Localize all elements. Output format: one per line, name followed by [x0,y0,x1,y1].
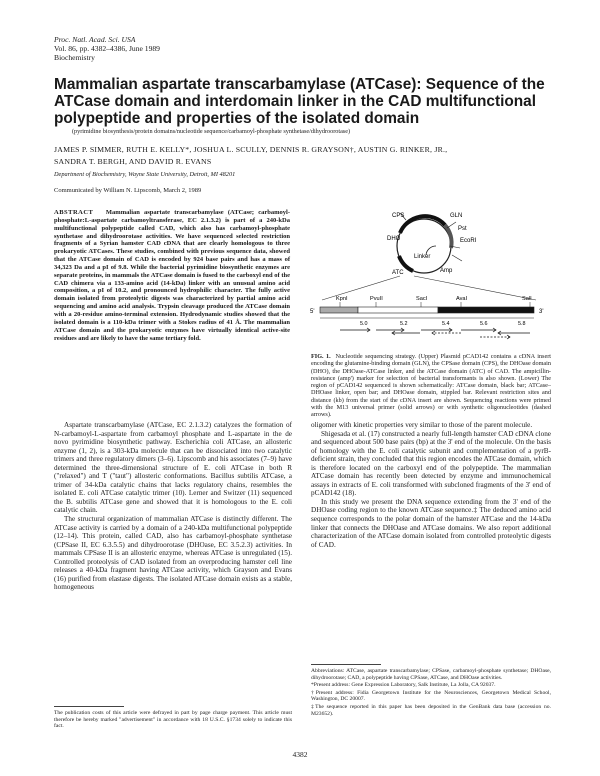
abstract [54,209,290,342]
footnotes [311,668,551,718]
journal-header [54,36,160,62]
site-avai: AvaI [456,296,468,302]
footnote-present-address-1: *Present address: Gene Expression Laboratory, Salk Institute, La Jolla, CA 92037. [311,682,496,689]
paragraph: The structural organization of mammalian ATCase is distinctly different. The ATCase activity is carried by a domain of a 240-kDa multifunctional polypeptide (12–14). This protein, called CAD, also has carbamoyl-phosphate synthetase (CPSase II, EC 6.3.5.5) and dihydroorotase (DHOase, EC 3.5.2.3) activities. In mammals CPSase II is an allosteric enzyme, whereas ATCase is unregulated (15). Controlled proteolysis of CAD isolated from an overproducing hamster cell line releases a 40-kDa fragment having ATCase activity, which Grayson and Evans (16) purified from elastase digests. The isolated ATCase domain exists as a stable, homogeneous [54,515,292,592]
label-cps: CPS [392,213,405,219]
label-amp: Amp [440,268,453,274]
journal-volume: Vol. 86, pp. 4382–4386, June 1989 [54,43,160,53]
label-3-prime: 3' [539,309,544,315]
scale-tick-1: 5.0 [360,321,368,327]
page-number: 4382 [292,750,308,759]
scale-tick-5: 5.8 [518,321,526,327]
linear-map [320,307,534,313]
footnote-abbreviations: Abbreviations: ATCase, aspartate transcarbamylase; CPSase, carbamoyl-phosphate synthetase; DHOase, dihydroorotase; CAD, a polypeptide having CPSase, ATCase, and DHOase activities. [311,668,551,681]
footnote-rule-left [54,706,124,707]
label-ecori: EcoRI [460,238,477,244]
paragraph: oligomer with kinetic properties very similar to those of the parent molecule. [311,421,533,429]
footnote-rule-right [311,664,381,665]
body-column-right [311,421,551,549]
journal-section: Biochemistry [54,52,95,62]
paper-title: Mammalian aspartate transcarbamylase (ATCase): Sequence of the ATCase domain and interdomain linker in the CAD multifunctional polypeptide and properties of the isolated domain [54,76,545,127]
footnote-genbank: ‡The sequence reported in this paper has been deposited in the GenBank data base (accession no. M23652). [311,703,551,717]
paragraph: In this study we present the DNA sequence extending from the 3' end of the DHOase coding region to the known ATCase sequence.‡ The deduced amino acid sequence corresponds to the polar domain of the hamster ATCase and the 14-kDa linker that connects the DHOase and ATCase domains. We also report additional characterization of the ATCase domain isolated from controlled proteolytic digests of CAD. [311,497,551,549]
footnote-present-address-2: †Present address: Fidia Georgetown Institute for the Neurosciences, Georgetown Medical School, Washington, DC 20007. [311,689,551,703]
journal-name: Proc. Natl. Acad. Sci. USA [54,35,136,44]
abstract-text: Mammalian aspartate transcarbamylase (ATCase; carbamoyl-phosphate:L-aspartate carbamoyltransferase, EC 2.1.3.2) is part of a 240-kDa multifunctional polypeptide called CAD, which also has carbamoyl-phosphate synthetase and dihydroorotase activities. We have sequenced selected restriction fragments of a Syrian hamster CAD cDNA that are clearly homologous to three prokaryotic ATCases. These studies, combined with previous sequence data, showed that the ATCase domain of CAD is encoded by 924 base pairs and has a mass of 34,323 Da and a pI of 9.8. While the bacterial pyrimidine biosynthetic enzymes are separate proteins, in mammals the ATCase domain is fused to the carboxyl end of the CAD chimera via a 133-amino acid (14-kDa) linker with an unusual amino acid composition, a pI of 10.2, and pronounced hydrophilic character. The fully active domain isolated from proteolytic digests was characterized by partial amino acid sequencing and amino acid analysis. Trypsin cleavage produced the ATCase domain with a 20-residue amino-terminal extension. Hydrodynamic studies showed that the isolated domain is a 110-kDa trimer with a Stokes radius of 41 Å. The mammalian ATCase domain and the prokaryotic enzymes have virtually identical active-site residues and are likely to have the same tertiary fold. [54,209,291,342]
label-gln: GLN [450,213,463,219]
abstract-heading: ABSTRACT [54,209,94,216]
communicated-by: Communicated by William N. Lipscomb, March 2, 1989 [54,187,202,194]
label-5-prime: 5' [310,309,315,315]
label-linker: Linker [414,254,431,260]
scale-tick-4: 5.6 [480,321,488,327]
affiliation: Department of Biochemistry, Wayne State University, Detroit, MI 48201 [54,171,236,178]
label-atc: ATC [392,270,404,276]
scale-tick-2: 5.2 [400,321,408,327]
paragraph: Aspartate transcarbamylase (ATCase, EC 2.1.3.2) catalyzes the formation of N-carbamoyl-L-aspartate from carbamoyl phosphate and L-aspartate in the de novo pyrimidine biosynthetic pathway. Escherichia coli ATCase, an allosteric enzyme (1, 2), is a 303-kDa molecule that can be dissociated into two catalytic trimers and three regulatory dimers (3–6). Lipscomb and his associates (7–9) have determined the three-dimensional structure of E. coli ATCase in both R ("relaxed") and T ("taut") allosteric conformations. Bacillus subtilis ATCase, a trimer of 34-kDa catalytic chains that lacks regulatory chains, resembles the isolated E. coli ATCase catalytic trimer (10). Lerner and Switzer (11) sequenced the B. subtilis ATCase gene and showed that it is homologous to the E. coli catalytic chain. [54,421,292,515]
authors-line-1: JAMES P. SIMMER, RUTH E. KELLY*, JOSHUA L. SCULLY, DENNIS R. GRAYSON†, AUSTIN G. RINKER, JR., [54,145,448,154]
site-sali: SalI [522,296,532,302]
site-kpni: KpnI [336,296,348,302]
author-list [54,144,554,167]
label-dho: DHO [387,236,401,242]
publication-cost-footnote: The publication costs of this article were defrayed in part by page charge payment. This article must therefore be hereby marked "advertisement" in accordance with 18 U.S.C. §1734 solely to indicate this fact. [54,710,292,730]
paragraph: Shigesada et al. (17) constructed a nearly full-length hamster CAD cDNA clone and sequenced about 500 base pairs (bp) at the 3' end of the molecule. On the basis of homology with the E. coli catalytic subunit and complementation of a pyrB-deficient strain, they concluded that this region encodes the ATCase domain, which is therefore located on the carboxyl end of the polypeptide. The mammalian ATCase domain has recently been detected by enzyme and immunochemical assays in extracts of E. coli transformed with subcloned fragments of the 3' end of pCAD142 (18). [311,429,551,498]
site-pvuii: PvuII [370,296,383,302]
keywords: (pyrimidine biosynthesis/protein domains/nucleotide sequence/carbamoyl-phosphate synthetase/dihydroorotase) [72,128,351,135]
figure-1-caption [311,353,551,418]
authors-line-2: SANDRA T. BERGH, AND DAVID R. EVANS [54,156,212,166]
body-column-left [54,421,292,592]
figure-label: FIG. 1. [311,353,331,360]
label-pst: Pst [458,226,467,232]
plasmid-map [397,213,462,273]
scale-tick-3: 5.4 [442,321,450,327]
sequencing-arrows [340,328,530,339]
figure-caption-text: Nucleotide sequencing strategy. (Upper) Plasmid pCAD142 contains a cDNA insert encoding the glutamine-binding domain (GLN), the CPSase domain (CPS), the DHOase domain (DHO), the DHOase-ATCase linker, and the ATCase domain (ATC) of CAD. The ampicillin-resistance (amp') marker for selection of bacterial transformants is also shown. (Lower) The region of pCAD142 sequenced is shown schematically: ATCase domain, black bar; ATCase–DHOase linker, open bar; and DHOase domain, stippled bar. Relevant restriction sites and distance (kb) from the start of the cDNA insert are shown. Sequencing reactions were primed with the M13 universal primer (solid arrows) or with synthetic oligonucleotides (dashed arrows). [311,353,551,418]
figure-1 [300,208,558,350]
site-saci: SacI [416,296,428,302]
